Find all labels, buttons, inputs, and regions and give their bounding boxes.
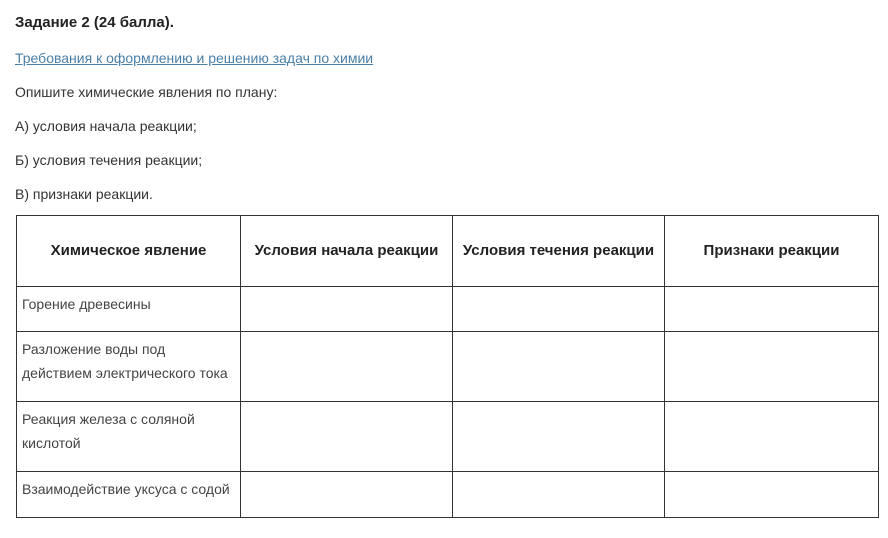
header-start-conditions: Условия начала реакции (241, 216, 453, 287)
phenomenon-cell: Взаимодействие уксуса с содой (17, 472, 241, 518)
phenomenon-cell: Горение древесины (17, 287, 241, 332)
flow-conditions-cell[interactable] (453, 472, 665, 518)
phenomenon-cell: Разложение воды под действием электрического тока (17, 332, 241, 402)
start-conditions-cell[interactable] (241, 287, 453, 332)
table-row (17, 287, 879, 332)
header-phenomenon: Химическое явление (17, 216, 241, 287)
start-conditions-cell[interactable] (241, 472, 453, 518)
flow-conditions-cell[interactable] (453, 402, 665, 472)
plan-item-c: В) признаки реакции. (15, 186, 153, 202)
flow-conditions-cell[interactable] (453, 287, 665, 332)
header-flow-conditions: Условия течения реакции (453, 216, 665, 287)
reaction-signs-cell[interactable] (665, 287, 879, 332)
task-intro: Опишите химические явления по плану: (15, 84, 278, 100)
plan-item-a: А) условия начала реакции; (15, 118, 197, 134)
requirements-link[interactable]: Требования к оформлению и решению задач по химии (15, 50, 374, 66)
flow-conditions-cell[interactable] (453, 332, 665, 402)
reaction-signs-cell[interactable] (665, 332, 879, 402)
reaction-signs-cell[interactable] (665, 402, 879, 472)
table-row (17, 332, 879, 402)
reaction-signs-cell[interactable] (665, 472, 879, 518)
start-conditions-cell[interactable] (241, 332, 453, 402)
plan-item-b: Б) условия течения реакции; (15, 152, 203, 168)
header-reaction-signs: Признаки реакции (665, 216, 879, 287)
phenomena-table (16, 215, 879, 518)
table-header-row (17, 216, 879, 287)
phenomenon-cell: Реакция железа с соляной кислотой (17, 402, 241, 472)
task-title: Задание 2 (24 балла). (15, 14, 174, 31)
table-row (17, 402, 879, 472)
table-row (17, 472, 879, 518)
start-conditions-cell[interactable] (241, 402, 453, 472)
